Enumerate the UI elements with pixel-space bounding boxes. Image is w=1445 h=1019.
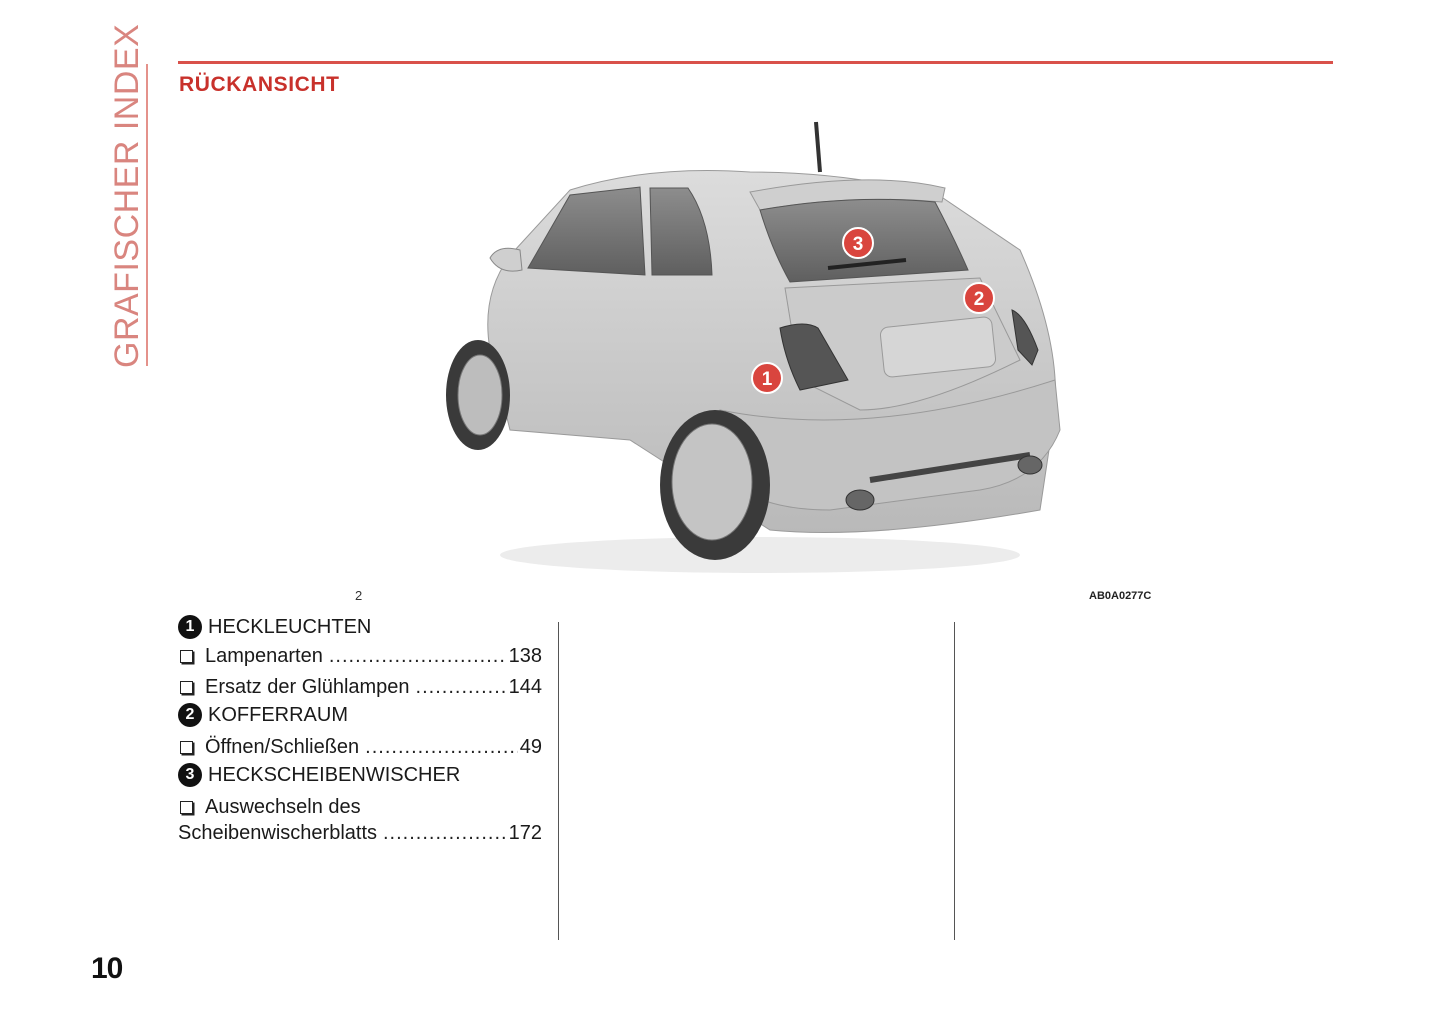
side-divider bbox=[146, 64, 148, 366]
page-number: 10 bbox=[91, 952, 123, 985]
top-divider bbox=[178, 61, 1333, 64]
dot-leader bbox=[383, 822, 507, 845]
figure-small-label: 2 bbox=[355, 588, 363, 603]
group-title: HECKSCHEIBENWISCHER bbox=[208, 763, 461, 786]
checkbox-square-icon bbox=[180, 801, 193, 814]
toc-group-header bbox=[178, 702, 542, 728]
checkbox-square-icon bbox=[180, 741, 193, 754]
group-number-badge: 3 bbox=[178, 763, 202, 787]
callout-1-label: 1 bbox=[761, 369, 773, 390]
toc-entry[interactable] bbox=[178, 645, 542, 671]
section-side-title-text: GRAFISCHER INDEX bbox=[108, 23, 146, 368]
section-side-title bbox=[106, 23, 146, 368]
table-of-contents bbox=[178, 614, 542, 853]
group-number-badge: 1 bbox=[178, 615, 202, 639]
toc-entry-label: Scheibenwischerblatts bbox=[178, 822, 377, 844]
car-rear-view-figure bbox=[420, 110, 1100, 585]
group-number-badge: 2 bbox=[178, 703, 202, 727]
toc-group-header bbox=[178, 762, 542, 788]
toc-entry-page: 138 bbox=[508, 645, 542, 667]
toc-entry-continued[interactable] bbox=[178, 822, 542, 848]
callout-1 bbox=[752, 363, 782, 393]
group-title: KOFFERRAUM bbox=[208, 703, 348, 726]
column-divider-2 bbox=[954, 622, 955, 940]
dot-leader bbox=[365, 736, 518, 759]
dot-leader bbox=[329, 645, 507, 668]
page-heading: RÜCKANSICHT bbox=[179, 73, 340, 96]
toc-entry-page: 172 bbox=[508, 822, 542, 844]
checkbox-square-icon bbox=[180, 650, 193, 663]
toc-entry-label: Lampenarten bbox=[205, 645, 323, 667]
callout-3 bbox=[843, 228, 873, 258]
column-divider-1 bbox=[558, 622, 559, 940]
toc-entry-page: 49 bbox=[519, 736, 542, 758]
checkbox-square-icon bbox=[180, 681, 193, 694]
toc-entry[interactable] bbox=[178, 796, 542, 822]
toc-entry-label: Auswechseln des bbox=[205, 796, 361, 818]
group-title: HECKLEUCHTEN bbox=[208, 615, 372, 638]
callout-2-label: 2 bbox=[973, 289, 985, 310]
toc-entry[interactable] bbox=[178, 676, 542, 702]
toc-group-header bbox=[178, 614, 542, 640]
callout-3-label: 3 bbox=[852, 234, 864, 255]
toc-entry-label: Ersatz der Glühlampen bbox=[205, 676, 410, 698]
dot-leader bbox=[416, 676, 507, 699]
figure-code: AB0A0277C bbox=[1089, 590, 1152, 602]
toc-entry-page: 144 bbox=[508, 676, 542, 698]
toc-entry-label: Öffnen/Schließen bbox=[205, 736, 360, 758]
car-illustration bbox=[420, 110, 1100, 585]
toc-entry[interactable] bbox=[178, 736, 542, 762]
callout-2 bbox=[964, 283, 994, 313]
